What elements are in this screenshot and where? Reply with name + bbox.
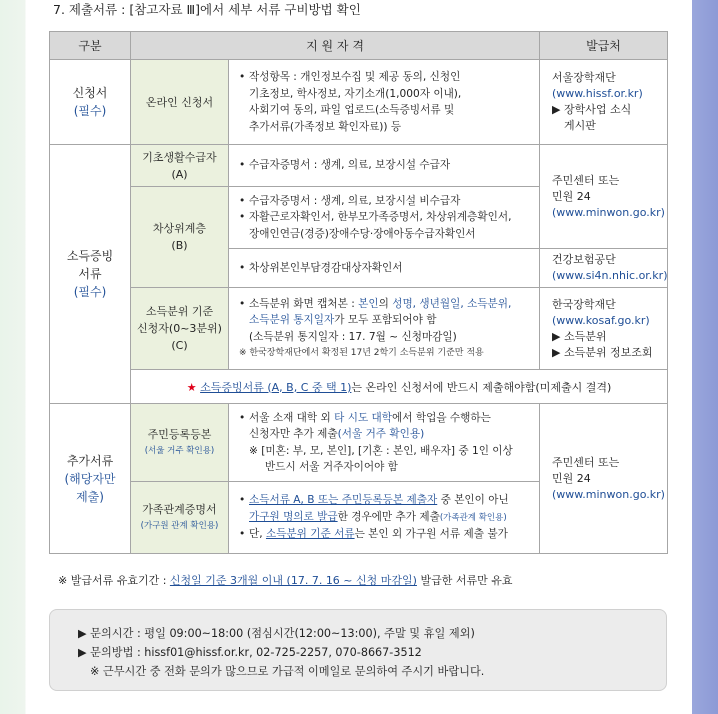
issuer-center: 주민센터 또는 민원 24 (www.minwon.go.kr)	[540, 145, 668, 249]
table-header-row	[50, 32, 668, 60]
issuer-application: 서울장학재단 (www.hissf.or.kr) ▶ 장학사업 소식 게시판	[540, 60, 668, 145]
quintile-content: • 소득분위 화면 캡처본 : 본인의 성명, 생년월일, 소득분위, 소득분위 통지일자가 모두 포함되어야 함 (소득분위 통지일자 : 17. 7월 ~ 신청마감일) ※ 한국장학재단에서 확정된 17년 2학기 소득분위 기준만 적용	[229, 288, 540, 370]
family-content: • 소득서류 A, B 또는 주민등록등본 제출자 중 본인이 아닌 가구원 명의로 발급한 경우에만 추가 제출(가족관계 확인용) • 단, 소득분위 기준 서류는 본인 외 가구원 서류 제출 불가	[229, 482, 540, 554]
contact-note: ※ 근무시간 중 전화 문의가 많으므로 가급적 이메일로 문의하여 주시기 바랍니다.	[90, 665, 485, 678]
sub-income-quintile: 소득분위 기준 신청자(0~3분위) (C)	[131, 288, 229, 370]
application-content: • 작성항목 : 개인정보수집 및 제공 동의, 신청인 기초정보, 학사정보, 자기소개(1,000자 이내), 사회기여 동의, 파일 업로드(소득증빙서류 및 추가서류(가족정보 확인자료)) 등	[229, 60, 540, 145]
sub-online-application: 온라인 신청서	[131, 60, 229, 145]
issuer-nhic: 건강보험공단 (www.si4n.nhic.or.kr)	[540, 249, 668, 288]
category-application: 신청서 (필수)	[50, 60, 131, 145]
header-category: 구분	[50, 32, 131, 60]
contact-hours: ▶ 문의시간 : 평일 09:00~18:00 (점심시간(12:00~13:00), 주말 및 휴일 제외)	[78, 627, 475, 640]
minwon-link-2[interactable]: (www.minwon.go.kr)	[552, 487, 665, 501]
sub-resident-register: 주민등록등본 (서울 거주 확인용)	[131, 404, 229, 482]
contact-method: ▶ 문의방법 : hissf01@hissf.or.kr, 02-725-2257, 070-8667-3512	[78, 646, 422, 659]
table-row	[50, 370, 668, 404]
hissf-link[interactable]: (www.hissf.or.kr)	[552, 87, 643, 100]
kosaf-link[interactable]: (www.kosaf.go.kr)	[552, 313, 650, 327]
table-row	[50, 60, 668, 145]
table-row	[50, 145, 668, 187]
contact-info-box	[49, 609, 667, 691]
minwon-link[interactable]: (www.minwon.go.kr)	[552, 205, 665, 219]
nhic-link[interactable]: (www.si4n.nhic.or.kr)	[552, 269, 668, 282]
issuer-additional: 주민센터 또는 민원 24 (www.minwon.go.kr)	[540, 404, 668, 554]
sub-family-certificate: 가족관계증명서 (가구원 관계 확인용)	[131, 482, 229, 554]
category-additional: 추가서류 (해당자만 제출)	[50, 404, 131, 554]
sub-near-poverty: 차상위계층 (B)	[131, 187, 229, 288]
header-qualification: 지 원 자 격	[131, 32, 540, 60]
issuer-kosaf: 한국장학재단 (www.kosaf.go.kr) ▶ 소득분위 ▶ 소득분위 정보조회	[540, 288, 668, 370]
documents-table	[49, 31, 668, 554]
category-income: 소득증빙 서류 (필수)	[50, 145, 131, 404]
near-poverty-content-2: • 차상위본인부담경감대상자확인서	[229, 249, 540, 288]
header-issuer: 발급처	[540, 32, 668, 60]
sub-basic-recipient: 기초생활수급자 (A)	[131, 145, 229, 187]
table-row	[50, 288, 668, 370]
near-poverty-content: • 수급자증명서 : 생계, 의료, 보장시설 비수급자 • 자활근로자확인서, 한부모가족증명서, 차상위계층확인서, 장애인연금(경증)장애수당·장애아동수급자확인서	[229, 187, 540, 249]
resident-content: • 서울 소재 대학 외 타 시도 대학에서 학업을 수행하는 신청자만 추가 제출(서울 거주 확인용) ※ [미혼: 부, 모, 본인], [기혼 : 본인, 배우자] 중 1인 이상 반드시 서울 거주자이어야 함	[229, 404, 540, 482]
income-required-notice: ★ 소득증빙서류 (A, B, C 중 택 1)는 온라인 신청서에 반드시 제출해야함(미제출시 결격)	[131, 370, 668, 404]
section-title: 7. 제출서류 : [참고자료 Ⅲ]에서 세부 서류 구비방법 확인	[53, 2, 361, 17]
validity-note: ※ 발급서류 유효기간 : 신청일 기준 3개월 이내 (17. 7. 16 ~ 신청 마감일) 발급한 서류만 유효	[58, 574, 513, 587]
basic-content: • 수급자증명서 : 생계, 의료, 보장시설 수급자	[229, 145, 540, 187]
star-icon: ★	[186, 380, 197, 394]
table-row	[50, 404, 668, 482]
